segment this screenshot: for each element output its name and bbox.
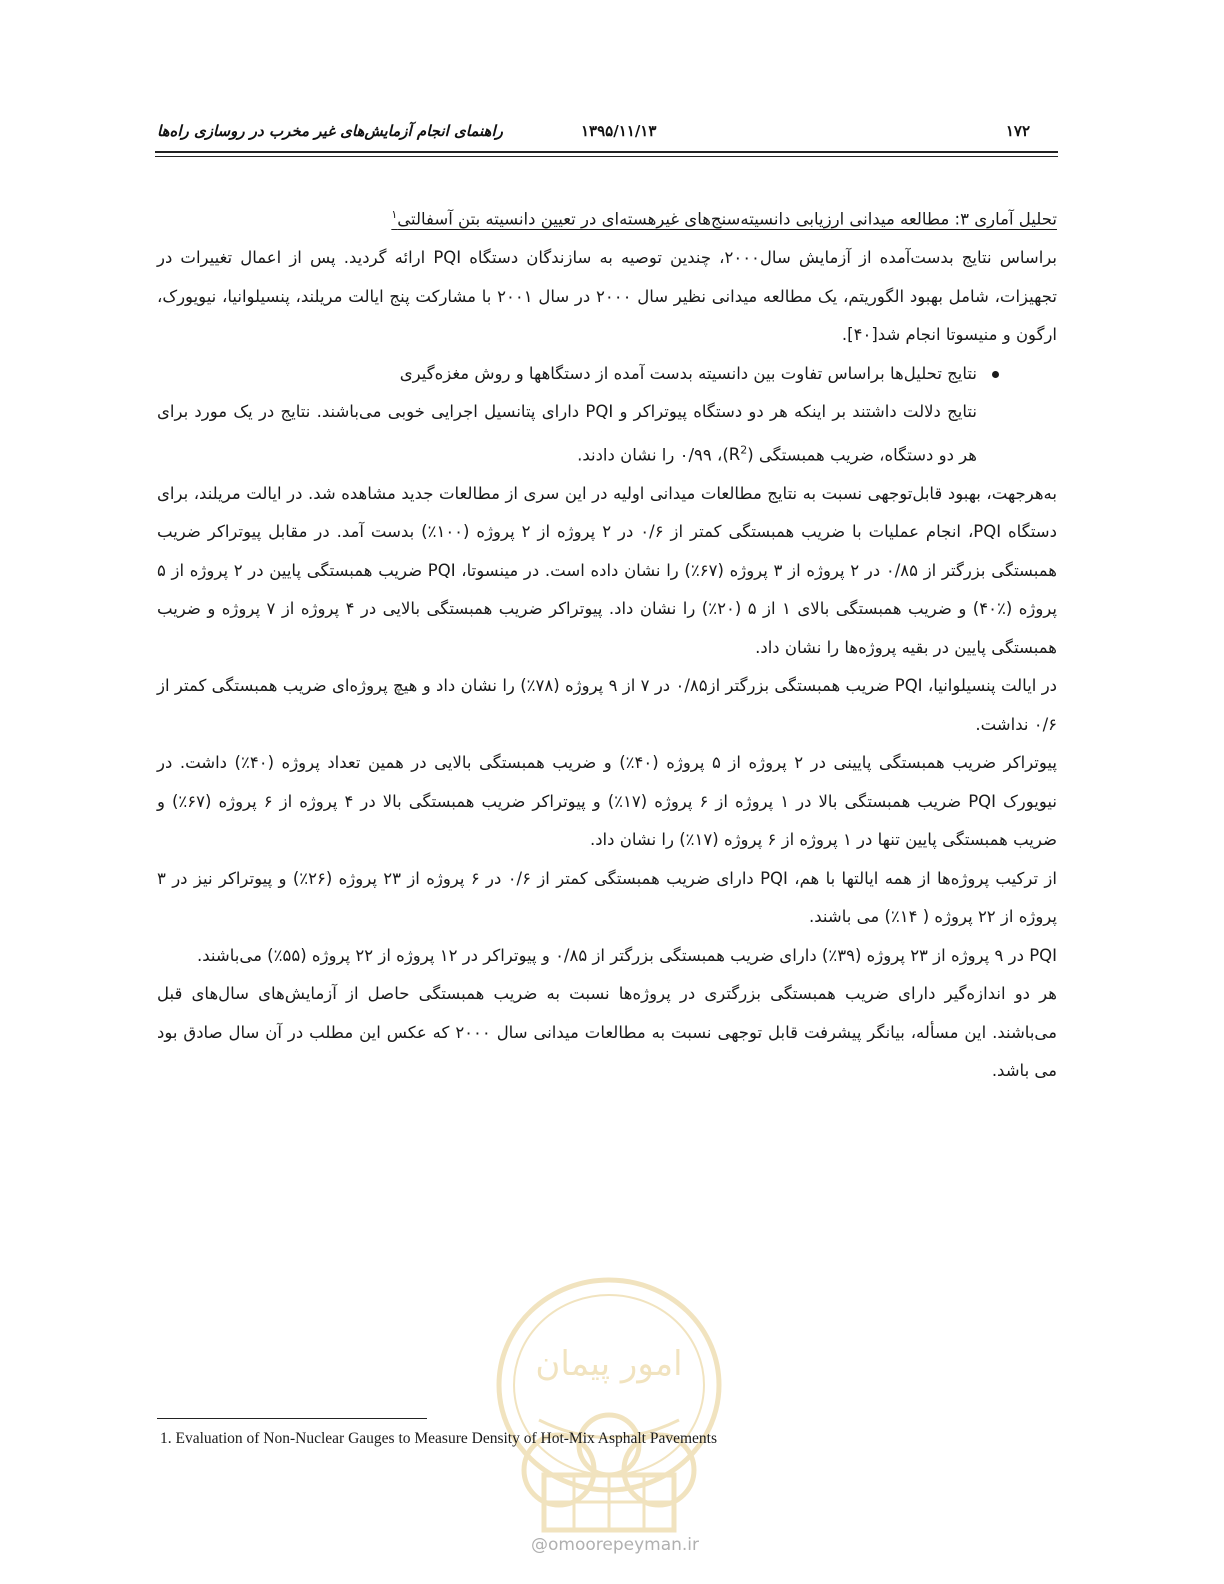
footnote: 1. Evaluation of Non-Nuclear Gauges to Measure Density of Hot-Mix Asphalt Pavements bbox=[160, 1430, 718, 1447]
main-content bbox=[157, 196, 1057, 1091]
bullet-item: نتایج تحلیل‌ها براساس تفاوت بین دانسیته بدست آمده از دستگاهها و روش مغزه‌گیری bbox=[157, 355, 1057, 394]
footnote-ref: ۱ bbox=[391, 208, 398, 221]
paragraph-4: از ترکیب پروژه‌ها از همه ایالتها با هم، PQI دارای ضریب همبستگی کمتر از ۰/۶ در ۶ پروژه از ۲۳ پروژه (۲۶٪) و پیوتراکر نیز در ۳ پروژه از ۲۲ پروژه ( ۱۴٪) می باشند. bbox=[157, 868, 1057, 926]
header-rule-thick bbox=[155, 151, 1058, 153]
seal-logo-icon bbox=[484, 1270, 734, 1540]
paragraph-5: PQI در ۹ پروژه از ۲۳ پروژه (۳۹٪) دارای ضریب همبستگی بزرگتر از ۰/۸۵ و پیوتراکر در ۱۲ پروژه از ۲۲ پروژه (۵۵٪) می‌باشند. bbox=[196, 945, 1057, 965]
watermark-site: @omoorepeyman.ir bbox=[530, 1535, 700, 1555]
header-title: راهنمای انجام آزمایش‌های غیر مخرب در روسازی راه‌ها bbox=[157, 122, 503, 140]
paragraph-results: نتایج دلالت داشتند بر اینکه هر دو دستگاه پیوتراکر و PQI دارای پتانسیل اجرایی خوبی می‌باشند. نتایج در یک مورد برای هر دو دستگاه، ضریب همبستگی $(R^2)،$ ۰/۹۹ را نشان دادند. bbox=[157, 402, 977, 464]
header-rule-thin bbox=[155, 156, 1058, 157]
footnote-rule bbox=[157, 1418, 427, 1419]
section-title: تحلیل آماری ۳: مطالعه میدانی ارزیابی دانسیته‌سنج‌های غیرهسته‌ای در تعیین دانسیته بتن آسفالتی$^۱$ bbox=[391, 208, 1057, 229]
paragraph-1: به‌هرجهت، بهبود قابل‌توجهی نسبت به نتایج مطالعات میدانی اولیه در این سری از مطالعات جدید مشاهده شد. در ایالت مریلند، برای دستگاه PQI، انجام عملیات با ضریب همبستگی کمتر از ۰/۶ در ۲ پروژه از ۲ پروژه (۱۰۰٪) بدست آمد. در مقابل پیوتراکر ضریب همبستگی بزرگتر از ۰/۸۵ در ۲ پروژه از ۳ پروژه (۶۷٪) را نشان داده است. در مینسوتا، PQI ضریب همبستگی پایین در ۲ پروژه از ۵ پروژه (٪۴۰) و ضریب همبستگی بالای ۱ از ۵ (۲۰٪) را نشان داد. پیوتراکر ضریب همبستگی بالایی در ۴ پروژه از ۷ پروژه و ضریب همبستگی پایین در بقیه پروژه‌ها را نشان داد. bbox=[157, 483, 1057, 657]
paragraph-intro: براساس نتایج بدست‌آمده از آزمایش سال۲۰۰۰، چندین توصیه به سازندگان دستگاه PQI ارائه گردید. پس از اعمال تغییرات در تجهیزات، شامل بهبود الگوریتم، یک مطالعه میدانی نظیر سال ۲۰۰۰ در سال ۲۰۰۱ با مشارکت پنج ایالت مریلند، پنسیلوانیا، نیویورک، ارگون و منیسوتا انجام شد[۴۰]. bbox=[157, 248, 1057, 344]
header-date: ۱۳۹۵/۱۱/۱۳ bbox=[581, 122, 657, 140]
paragraph-6: هر دو اندازه‌گیر دارای ضریب همبستگی بزرگتری در پروژه‌ها نسبت به ضریب همبستگی حاصل از آزمایش‌های سال‌های قبل می‌باشند. این مسأله، بیانگر پیشرفت قابل توجهی نسبت به مطالعات میدانی سال ۲۰۰۰ که عکس این مطلب در آن سال صادق بود می باشد. bbox=[157, 984, 1058, 1080]
watermark-logo-text: امور پیمان bbox=[535, 1344, 683, 1384]
r-squared: $R^2$ bbox=[728, 443, 748, 464]
page-number: ۱۷۲ bbox=[1005, 122, 1030, 140]
paragraph-3: پیوتراکر ضریب همبستگی پایینی در ۲ پروژه از ۵ پروژه (۴۰٪) و ضریب همبستگی بالایی در همین تعداد پروژه (۴۰٪) داشت. در نیویورک PQI ضریب همبستگی بالا در ۱ پروژه از ۶ پروژه (۱۷٪) و پیوتراکر ضریب همبستگی بالا در ۴ پروژه از ۶ پروژه (۶۷٪) و ضریب همبستگی پایین تنها در ۱ پروژه از ۶ پروژه (۱۷٪) را نشان داد. bbox=[157, 753, 1057, 849]
paragraph-2: در ایالت پنسیلوانیا، PQI ضریب همبستگی بزرگتر از۰/۸۵ در ۷ از ۹ پروژه (۷۸٪) را نشان داد و هیچ پروژه‌ای ضریب همبستگی کمتر از ۰/۶ نداشت. bbox=[157, 676, 1058, 734]
page-header bbox=[155, 120, 1058, 146]
